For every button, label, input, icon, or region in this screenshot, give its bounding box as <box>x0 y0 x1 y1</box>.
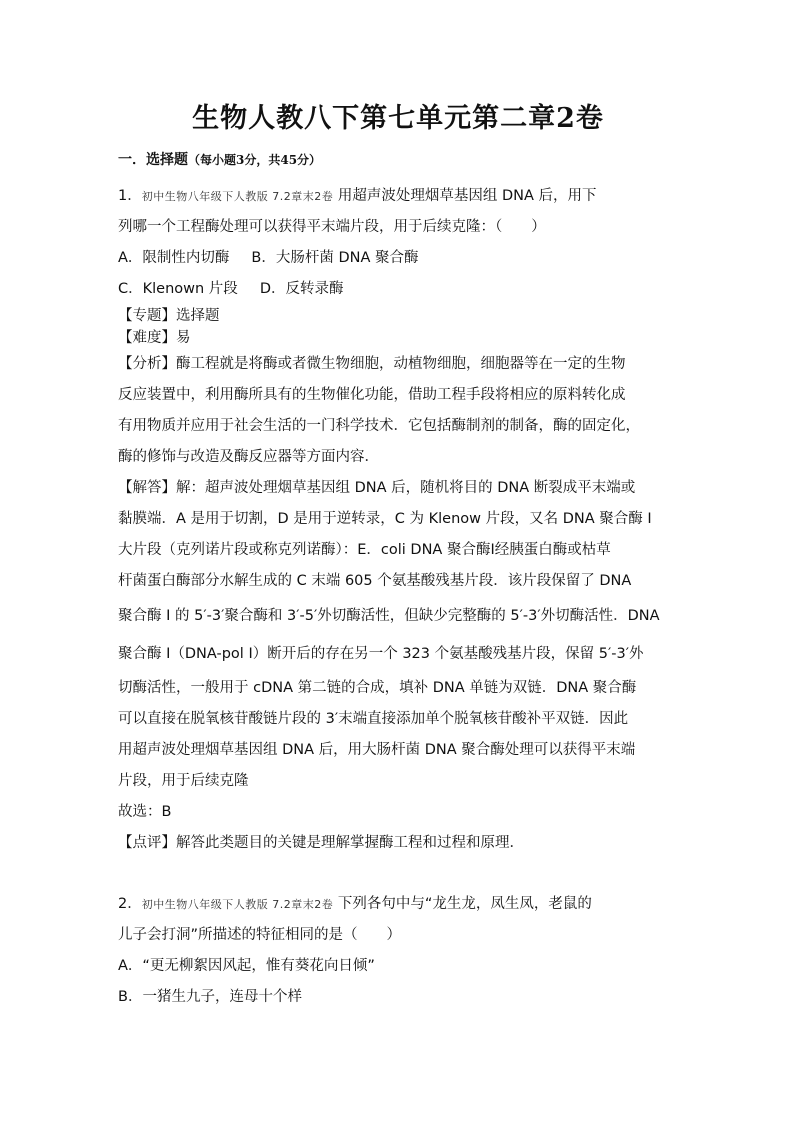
answer-block <box>118 473 678 797</box>
comment-label: 【点评】 <box>118 835 176 851</box>
analysis-block <box>118 349 678 473</box>
question-1 <box>118 181 678 859</box>
analysis-line: 反应装置中，利用酶所具有的生物催化功能，借助工程手段将相应的原料转化成 <box>118 387 626 403</box>
answer-line: 大片段（克列诺片段或称克列诺酶）：E．coli DNA 聚合酶Ⅰ经胰蛋白酶或枯草 <box>118 542 611 558</box>
question-2-line-1 <box>118 889 678 920</box>
option-a: A．限制性内切酶 <box>118 250 230 266</box>
topic-label: 【专题】 <box>118 308 176 324</box>
topic-line <box>118 305 678 327</box>
difficulty-label: 【难度】 <box>118 330 176 346</box>
result-line: 故选：B <box>118 804 172 820</box>
question-2-number: 2． <box>118 896 142 912</box>
answer-line: 杆菌蛋白酶部分水解生成的 C 末端 605 个氨基酸残基片段．该片段保留了 DNA <box>118 573 632 589</box>
question-2-line-2: 儿子会打洞”所描述的特征相同的是（ ） <box>118 927 402 943</box>
question-1-line-2: 列哪一个工程酶处理可以获得平末端片段，用于后续克隆：（ ） <box>118 219 546 235</box>
page-title: 生物人教八下第七单元第二章2卷 <box>192 103 604 134</box>
section-label: 一．选择题 <box>118 152 188 168</box>
difficulty-line <box>118 327 678 349</box>
question-2-source: 初中生物八年级下人教版 7.2章末2卷 <box>141 898 334 911</box>
comment-text: 解答此类题目的关键是理解掌握酶工程和过程和原理． <box>176 835 524 851</box>
answer-line: 切酶活性，一般用于 cDNA 第二链的合成，填补 DNA 单链为双链．DNA 聚合酶 <box>118 680 637 696</box>
analysis-line: 酶的修饰与改造及酶反应器等方面内容． <box>118 449 379 465</box>
analysis-label: 【分析】 <box>118 356 176 372</box>
topic-value: 选择题 <box>176 308 220 324</box>
option-c: C．Klenown 片段 <box>118 281 238 297</box>
question-1-text-1: 用超声波处理烟草基因组 DNA 后，用下 <box>333 188 597 204</box>
answer-line: 可以直接在脱氧核苷酸链片段的 3′末端直接添加单个脱氧核苷酸补平双链．因此 <box>118 711 629 727</box>
question-2-option-a: A．“更无柳絮因风起，惟有葵花向日倾” <box>118 958 375 974</box>
question-1-options-row-2 <box>118 274 678 305</box>
analysis-line: 有用物质并应用于社会生活的一门科学技术．它包括酶制剂的制备，酶的固定化， <box>118 418 640 434</box>
section-heading <box>118 149 678 169</box>
question-2 <box>118 889 678 1013</box>
analysis-line: 【分析】酶工程就是将酶或者微生物细胞，动植物细胞，细胞器等在一定的生物 <box>118 356 626 372</box>
option-d: D．反转录酶 <box>259 281 344 297</box>
answer-label: 【解答】 <box>118 480 176 496</box>
option-b: B．大肠杆菌 DNA 聚合酶 <box>251 250 419 266</box>
question-1-line-1 <box>118 181 678 212</box>
document-page <box>118 96 678 1013</box>
question-1-options-row-1 <box>118 243 678 274</box>
question-1-number: 1． <box>118 188 142 204</box>
question-1-source: 初中生物八年级下人教版 7.2章末2卷 <box>141 190 334 203</box>
difficulty-value: 易 <box>176 330 191 346</box>
answer-line: 【解答】解：超声波处理烟草基因组 DNA 后，随机将目的 DNA 断裂成平末端或 <box>118 480 636 496</box>
question-2-text-1: 下列各句中与“龙生龙，凤生凤，老鼠的 <box>333 896 592 912</box>
question-2-option-b: B．一猪生九子，连母十个样 <box>118 989 302 1005</box>
answer-line: 聚合酶 I 的 5′-3′聚合酶和 3′-5′外切酶活性，但缺少完整酶的 5′-3′外切酶活性．DNA <box>118 608 660 624</box>
spacer <box>118 859 678 889</box>
comment-line <box>118 828 678 859</box>
answer-line: 用超声波处理烟草基因组 DNA 后，用大肠杆菌 DNA 聚合酶处理可以获得平末端 <box>118 742 636 758</box>
answer-line: 片段，用于后续克隆 <box>118 773 249 789</box>
answer-line: 黏膜端．A 是用于切割，D 是用于逆转录，C 为 Klenow 片段，又名 DNA 聚合酶 I <box>118 511 652 527</box>
section-note: （每小题3分，共45分） <box>188 153 322 167</box>
answer-line: 聚合酶 I（DNA-pol I）断开后的存在另一个 323 个氨基酸残基片段，保留 5′-3′外 <box>118 646 644 662</box>
